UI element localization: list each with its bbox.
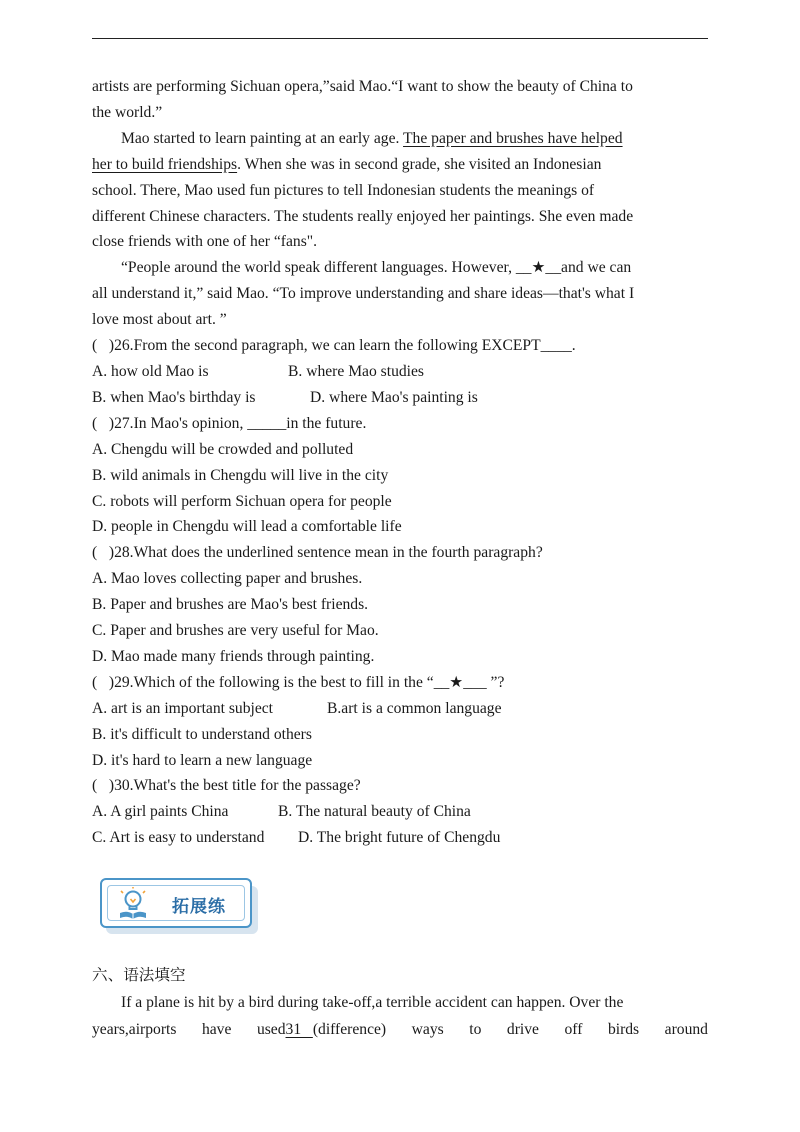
option-b: B. wild animals in Chengdu will live in the city xyxy=(92,466,389,484)
passage-line: close friends with one of her “fans". xyxy=(92,233,318,251)
word: drive xyxy=(506,1021,539,1038)
word: to xyxy=(469,1021,482,1038)
passage-line: artists are performing Sichuan opera,”said Mao.“I want to show the beauty of China to xyxy=(92,78,633,95)
option-b: B. Paper and brushes are Mao's best friends. xyxy=(92,596,369,614)
word: have xyxy=(201,1021,232,1038)
paragraph-4-line xyxy=(92,152,708,178)
option-b: B. The natural beauty of China xyxy=(278,803,471,821)
option-d: D. where Mao's painting is xyxy=(310,388,478,406)
word: ways xyxy=(411,1021,444,1038)
option-d: D. it's hard to learn a new language xyxy=(92,751,313,769)
question-30: ( )30.What's the best title for the passage? xyxy=(92,777,361,795)
word: years,airports xyxy=(92,1021,177,1038)
option-c: C. Art is easy to understand xyxy=(92,829,265,847)
options-row xyxy=(92,696,708,722)
word: (difference) xyxy=(312,1021,387,1038)
underlined-sentence: The paper and brushes have helped xyxy=(403,129,623,147)
options-row xyxy=(92,825,708,851)
question-27: ( )27.In Mao's opinion, _____in the future. xyxy=(92,414,367,432)
header-rule xyxy=(92,38,708,39)
option-a: A. A girl paints China xyxy=(92,803,229,821)
passage-line: love most about art. ” xyxy=(92,311,227,329)
option-d: D. people in Chengdu will lead a comfortable life xyxy=(92,518,402,536)
badge-label: 拓展练 xyxy=(172,897,226,917)
word-with-blank xyxy=(257,1016,386,1043)
passage-text: Mao started to learn painting at an early age. xyxy=(121,129,404,147)
passage-line: If a plane is hit by a bird during take-off,a terrible accident can happen. Over the xyxy=(121,994,624,1011)
underlined-sentence: her to build friendships xyxy=(92,155,238,173)
question-26: ( )26.From the second paragraph, we can learn the following EXCEPT____. xyxy=(92,337,576,355)
word: off xyxy=(564,1021,583,1038)
passage-text: . When she was in second grade, she visited an Indonesian xyxy=(237,155,602,173)
option-d: D. The bright future of Chengdu xyxy=(298,829,501,847)
paragraph-4 xyxy=(92,126,708,152)
question-28: ( )28.What does the underlined sentence mean in the fourth paragraph? xyxy=(92,544,543,562)
passage-line: school. There, Mao used fun pictures to tell Indonesian students the meanings of xyxy=(92,181,595,199)
option-d: D. Mao made many friends through painting. xyxy=(92,647,375,665)
section-heading: 六、语法填空 xyxy=(92,967,186,984)
badge-frame xyxy=(100,878,252,928)
options-row xyxy=(92,359,708,385)
option-b: B.art is a common language xyxy=(327,699,502,717)
passage-line: the world.” xyxy=(92,103,163,121)
option-c: C. Paper and brushes are very useful for Mao. xyxy=(92,622,379,640)
option-c: C. robots will perform Sichuan opera for people xyxy=(92,492,392,510)
option-b: B. where Mao studies xyxy=(288,362,424,380)
option-c: B. when Mao's birthday is xyxy=(92,388,256,406)
blank-31: 31 xyxy=(285,1021,313,1038)
passage-line: “People around the world speak different languages. However, __★__and we can xyxy=(121,259,632,277)
word: birds xyxy=(607,1021,640,1038)
word: around xyxy=(664,1021,708,1038)
lightbulb-book-icon xyxy=(116,887,150,921)
passage-line-justified xyxy=(92,1016,708,1043)
grammar-fill-section xyxy=(92,962,708,1043)
question-29: ( )29.Which of the following is the best to fill in the “__★___ ”? xyxy=(92,673,505,691)
options-row xyxy=(92,385,708,411)
reading-passage xyxy=(92,74,708,851)
option-a: A. Chengdu will be crowded and polluted xyxy=(92,440,354,458)
extension-practice-badge xyxy=(100,878,260,938)
option-c: B. it's difficult to understand others xyxy=(92,725,312,743)
passage-line: all understand it,” said Mao. “To improve understanding and share ideas—that's what I xyxy=(92,285,635,303)
option-a: A. how old Mao is xyxy=(92,362,209,380)
word: used xyxy=(256,1021,286,1038)
passage-line: different Chinese characters. The students really enjoyed her paintings. She even made xyxy=(92,207,634,225)
option-a: A. art is an important subject xyxy=(92,699,274,717)
options-row xyxy=(92,799,708,825)
option-a: A. Mao loves collecting paper and brushes. xyxy=(92,570,363,588)
